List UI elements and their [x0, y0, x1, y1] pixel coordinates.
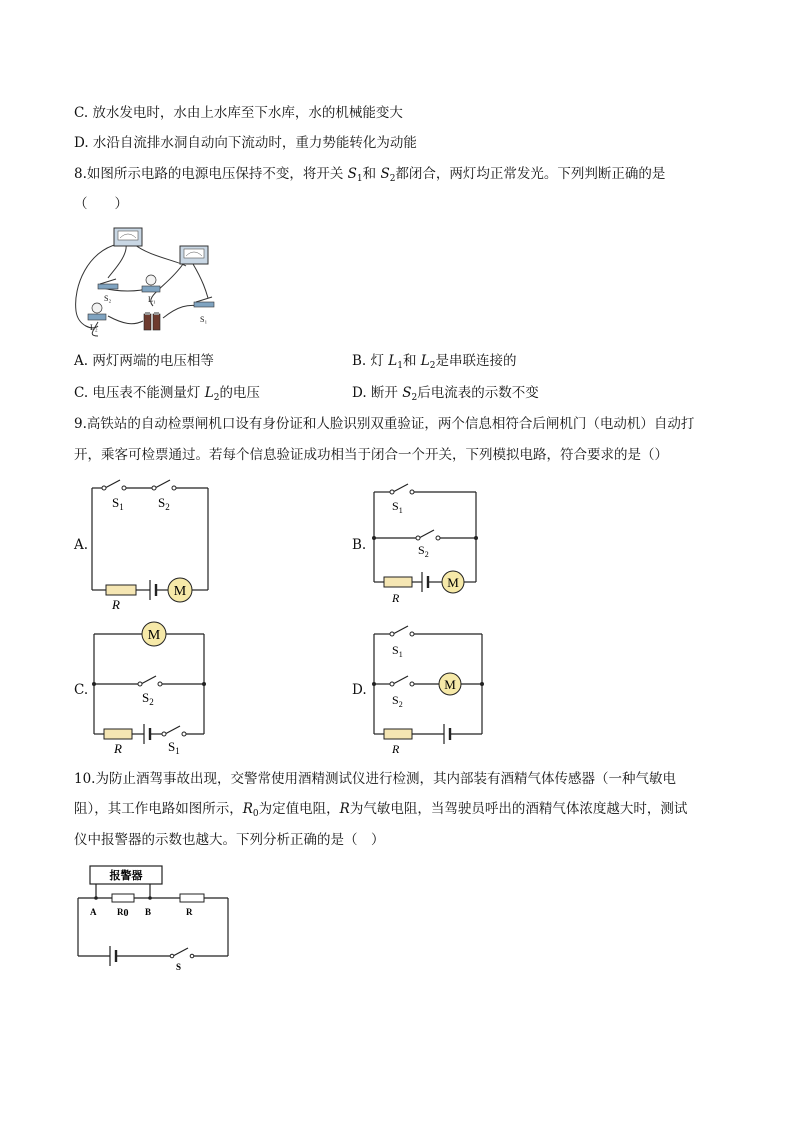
q10-line2 [74, 800, 687, 823]
q7-option-d: D. 水沿自流排水洞自动向下流动时，重力势能转化为动能 [74, 135, 417, 151]
q9-circuit-c [82, 620, 222, 760]
q8-opt-c-l: L [204, 385, 214, 401]
q9c-resistor [104, 729, 132, 739]
q9a-s1: $S_1$ [112, 495, 124, 512]
q9a-motor-label: M [173, 584, 187, 599]
q10-r0: R [242, 801, 253, 817]
q9-circuit-b [362, 478, 492, 608]
q8-paren: （ ） [74, 196, 128, 212]
q10-r0-resistor [112, 894, 134, 902]
q8-opt-c-l-sub: 2 [213, 393, 220, 403]
q9b-motor-label: M [447, 575, 459, 590]
q10-line3: 仪中报警器的示数也越大。下列分析正确的是（ ） [74, 832, 385, 848]
q8-s2-sub: 2 [389, 174, 396, 184]
q9-label-b: B. [352, 537, 367, 553]
q10-alarm-label: 报警器 [109, 870, 143, 882]
q8-opt-b-a: B. 灯 [352, 353, 389, 369]
q9-label-c: C. [74, 682, 89, 698]
q8-opt-c-b: 的电压 [219, 385, 260, 401]
q9a-r-label: R [112, 597, 120, 612]
q8-fig-label-l2: L₂ [90, 323, 98, 332]
q10-line2-c: 为气敏电阻，当驾驶员呼出的酒精气体浓度越大时，测试 [349, 801, 688, 817]
q8-opt-d-a: D. 断开 [352, 385, 403, 401]
q8-ammeter-icon [114, 228, 142, 246]
q8-stem-b: 和 [362, 166, 381, 182]
q8-lamp-l1-icon [142, 275, 160, 292]
q10-r0-sub: 0 [252, 809, 259, 819]
q8-fig-label-l1: L₁ [148, 295, 156, 304]
q8-opt-d-b: 后电流表的示数不变 [417, 385, 539, 401]
q8-opt-d-s-sub: 2 [411, 393, 418, 403]
q8-lamp-l2-icon [88, 303, 106, 320]
q9c-s2: $S_2$ [142, 690, 154, 707]
q9-stem-line2: 开，乘客可检票通过。若每个信息验证成功相当于闭合一个开关，下列模拟电路，符合要求的是（） [74, 447, 668, 463]
q8-stem-a: 8.如图所示电路的电源电压保持不变，将开关 [74, 166, 348, 182]
q7-option-c: C. 放水发电时，水由上水库至下水库，水的机械能变大 [74, 105, 403, 121]
q10-line2-a: 阻），其工作电路如图所示， [74, 801, 243, 817]
q9-circuit-a [80, 474, 220, 614]
q8-stem [74, 165, 665, 188]
q10-label-r0: R0 [117, 907, 129, 919]
q8-option-b [352, 352, 517, 375]
q8-switch-s2-icon [98, 279, 118, 289]
q9c-s1: $S_1$ [168, 739, 180, 756]
q10-r: R [339, 801, 350, 817]
q9c-motor-label: M [147, 628, 161, 643]
q8-opt-b-l2-sub: 2 [429, 361, 436, 371]
q9-circuit-d [362, 622, 492, 757]
q10-line1: 10.为防止酒驾事故出现，交警常使用酒精测试仪进行检测，其内部装有酒精气体传感器（一种气敏电 [74, 771, 676, 787]
q8-opt-b-l2: L [420, 353, 430, 369]
q9b-resistor [384, 577, 412, 587]
q9d-resistor [384, 729, 412, 739]
q9d-s1: $S_1$ [392, 643, 403, 659]
q10-label-s: S [176, 962, 182, 972]
q8-option-a: A. 两灯两端的电压相等 [74, 353, 214, 369]
q8-fig-label-s2: S₂ [104, 294, 112, 303]
q9b-r-label: R [392, 591, 400, 605]
q9d-r-label: R [392, 742, 400, 756]
q9a-resistor [106, 585, 136, 595]
q9-label-d: D. [352, 682, 367, 698]
q8-opt-b-b: 和 [403, 353, 421, 369]
q8-s1: S [347, 166, 357, 182]
q8-option-d [352, 384, 539, 407]
q8-option-c [74, 384, 260, 407]
q10-label-a: A [90, 907, 97, 917]
q9b-s1: $S_1$ [392, 499, 403, 515]
q8-s1-sub: 1 [356, 174, 363, 184]
q8-opt-b-l1: L [388, 353, 398, 369]
q8-switch-s1-icon [194, 297, 214, 307]
q8-battery-icon [144, 312, 160, 330]
q10-label-b: B [145, 907, 152, 917]
q10-label-r: R [186, 907, 193, 917]
q9c-r-label: R [114, 741, 122, 756]
q9b-s2: $S_2$ [418, 543, 429, 559]
q8-circuit-figure [68, 226, 228, 336]
q8-voltmeter-icon [180, 246, 208, 264]
q10-circuit-figure [70, 862, 240, 972]
q9-label-a: A. [74, 537, 89, 553]
q8-opt-b-c: 是串联连接的 [435, 353, 517, 369]
q9a-s2: $S_2$ [158, 495, 170, 512]
q9d-s2: $S_2$ [392, 693, 403, 709]
q8-opt-c-a: C. 电压表不能测量灯 [74, 385, 205, 401]
q8-fig-label-s1: S₁ [200, 315, 208, 324]
q9d-motor-label: M [444, 677, 456, 692]
q8-opt-d-s: S [402, 385, 412, 401]
q9-stem-line1: 9.高铁站的自动检票闸机口设有身份证和人脸识别双重验证，两个信息相符合后闸机门（电动机）自动打 [74, 416, 695, 432]
q10-line2-b: 为定值电阻， [258, 801, 340, 817]
q8-opt-b-l1-sub: 1 [397, 361, 403, 371]
q10-r-resistor [180, 894, 204, 902]
q8-stem-c: 都闭合，两灯均正常发光。下列判断正确的是 [395, 166, 666, 182]
q8-s2: S [380, 166, 390, 182]
